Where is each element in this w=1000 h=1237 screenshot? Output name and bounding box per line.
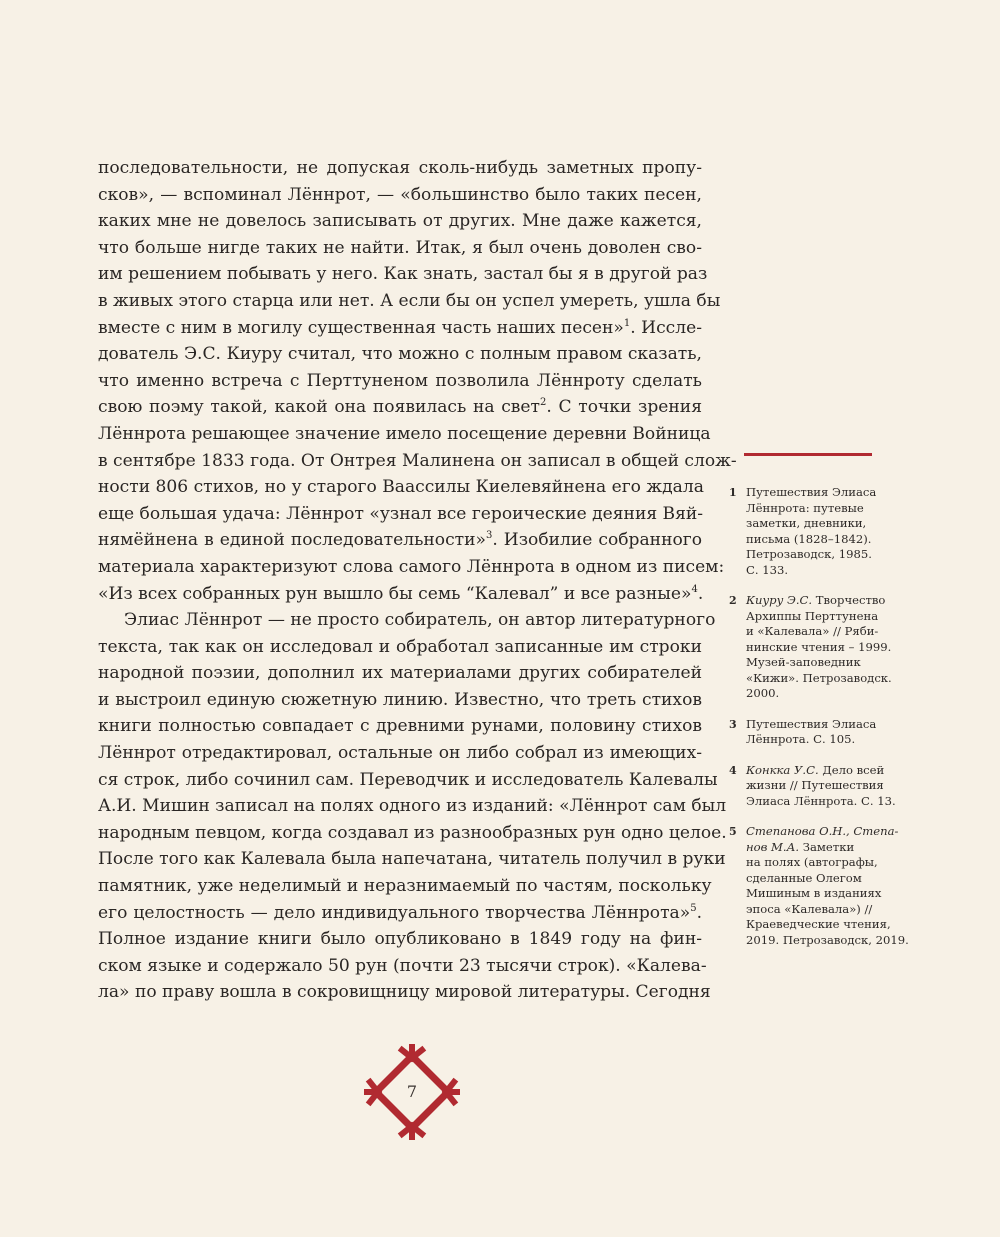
text-line: ности 806 стихов, но у старого Ваассилы Киелевяйнена его ждала: [98, 477, 704, 498]
text-line: «Из всех собранных рун вышло бы семь “Калевал” и все разные»$^4$.: [98, 583, 704, 604]
footnote-line: эпоса «Калевала») //: [746, 901, 873, 916]
footnote: [729, 593, 929, 702]
footnote-line: «Кижи». Петрозаводск.: [746, 670, 892, 685]
main-text: [98, 155, 737, 1006]
footnote-line: С. 133.: [746, 562, 789, 577]
text-line: ла» по праву вошла в сокровищницу мировой литературы. Сегодня: [98, 982, 711, 1003]
text-line: книги полностью совпадает с древними рунами, половину стихов: [98, 716, 702, 737]
text-line: А.И. Мишин записал на полях одного из изданий: «Лённрот сам был: [98, 796, 727, 817]
footnote-number: 4: [729, 763, 737, 777]
text-line: ском языке и содержало 50 рун (почти 23 тысячи строк). «Калева-: [98, 955, 707, 976]
text-line: вместе с ним в могилу существенная часть наших песен»$^1$. Иссле-: [98, 317, 702, 338]
footnote: [729, 763, 929, 810]
text-line: После того как Калевала была напечатана, читатель получил в руки: [98, 849, 726, 870]
footnote: [729, 824, 929, 948]
footnote-line: Краеведческие чтения,: [746, 917, 891, 931]
footnote-number: 1: [729, 486, 737, 499]
footnote: [729, 485, 929, 578]
footnote-line: 2000.: [746, 686, 780, 700]
footnotes-rule: [744, 453, 872, 456]
footnote-line: Элиаса Лённрота. С. 13.: [746, 793, 896, 808]
text-line: в сентябре 1833 года. От Онтрея Малинена он записал в общей слож-: [98, 450, 737, 471]
footnote-line: Лённрота. С. 105.: [746, 732, 856, 746]
text-line: еще большая удача: Лённрот «узнал все героические деяния Вяй-: [98, 503, 704, 524]
text-line: что больше нигде таких не найти. Итак, я был очень доволен сво-: [98, 237, 702, 258]
text-line: нямёйнена в единой последовательности»$^3$. Изобилие собранного: [98, 530, 703, 551]
text-line: Лённрота решающее значение имело посещение деревни Войница: [98, 423, 711, 444]
footnote-line: Архиппы Перттунена: [746, 608, 879, 623]
text-line: текста, так как он исследовал и обработал записанные им строки: [98, 636, 702, 657]
footnote-ref[interactable]: 4: [691, 583, 698, 595]
text-line: дователь Э.С. Киуру считал, что можно с полным правом сказать,: [98, 344, 702, 365]
footnote-number: 5: [729, 825, 737, 838]
footnotes: [729, 485, 929, 963]
text-line: Лённрот отредактировал, остальные он либо собрал из имеющих-: [98, 743, 702, 764]
footnote-line: Конкка У.С. Дело всей: [746, 762, 885, 777]
text-line: в живых этого старца или нет. А если бы он успел умереть, ушла бы: [98, 290, 721, 311]
text-line: Элиас Лённрот — не просто собиратель, он автор литературного: [124, 610, 716, 631]
text-line: им решением побывать у него. Как знать, застал бы я в другой раз: [98, 264, 708, 285]
text-line: его целостность — дело индивидуального творчества Лённрота»$^5$.: [98, 902, 702, 923]
footnote-ref[interactable]: 5: [690, 902, 697, 914]
footnote-line: нов М.А. Заметки: [746, 839, 855, 854]
text-line: сков», — вспоминал Лённрот, — «большинство было таких песен,: [98, 184, 702, 205]
text-line: и выстроил единую сюжетную линию. Известно, что треть стихов: [98, 689, 702, 710]
footnote-line: Путешествия Элиаса: [746, 485, 877, 499]
footnote-line: нинские чтения – 1999.: [746, 639, 892, 654]
footnote-ref[interactable]: 2: [540, 397, 547, 409]
footnote-line: и «Калевала» // Ряби-: [746, 624, 879, 638]
footnote-ref[interactable]: 1: [623, 317, 631, 329]
footnote-line: Мишиным в изданиях: [746, 886, 882, 900]
footnote-line: Лённрота: путевые: [746, 500, 864, 515]
footnote-line: Музей-заповедник: [746, 655, 861, 669]
footnote-line: жизни // Путешествия: [746, 778, 884, 792]
footnote-line: на полях (автографы,: [746, 855, 878, 869]
footnote: [729, 717, 929, 748]
footnote-line: Путешествия Элиаса: [746, 716, 877, 731]
footnote-ref[interactable]: 3: [486, 530, 493, 542]
footnote-line: письма (1828–1842).: [746, 531, 872, 546]
footnote-number: 3: [729, 717, 737, 731]
page-number: 7: [406, 1082, 418, 1101]
text-line: материала характеризуют слова самого Лённрота в одном из писем:: [98, 556, 725, 577]
footnote-line: Степанова О.Н., Степа-: [746, 824, 899, 838]
text-line: последовательности, не допуская сколь-нибудь заметных пропу-: [98, 158, 702, 178]
text-line: что именно встреча с Перттуненом позволила Лённроту сделать: [98, 370, 702, 391]
text-line: свою поэму такой, какой она появилась на свет$^2$. С точки зрения: [98, 397, 702, 418]
text-line: каких мне не довелось записывать от других. Мне даже кажется,: [98, 211, 702, 232]
footnote-line: сделанные Олегом: [746, 870, 862, 885]
footnote-number: 2: [729, 594, 737, 607]
footnote-line: заметки, дневники,: [746, 516, 867, 530]
text-line: народной поэзии, дополнил их материалами других собирателей: [98, 663, 702, 684]
footnote-line: 2019. Петрозаводск, 2019.: [746, 932, 909, 947]
text-line: Полное издание книги было опубликовано в 1849 году на фин-: [98, 929, 702, 950]
text-line: памятник, уже неделимый и неразнимаемый по частям, поскольку: [98, 876, 712, 897]
footnote-line: Киуру Э.С. Творчество: [746, 593, 886, 607]
text-line: ся строк, либо сочинил сам. Переводчик и исследователь Калевалы: [98, 769, 718, 790]
text-line: народным певцом, когда создавал из разнообразных рун одно целое.: [98, 822, 727, 843]
footnote-line: Петрозаводск, 1985.: [746, 547, 872, 561]
